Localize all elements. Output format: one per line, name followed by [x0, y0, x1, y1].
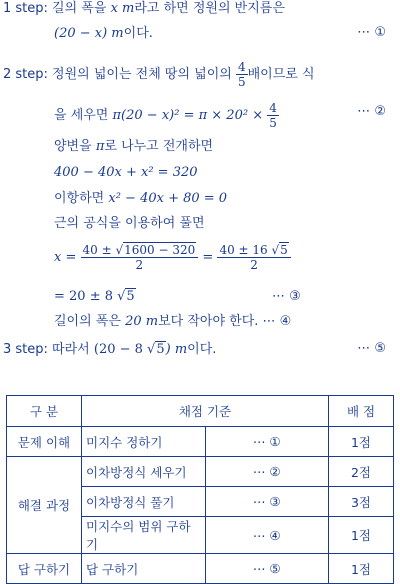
step2-eq-left: π(20 − x)² = π × 20² × [112, 108, 264, 123]
quad-fraction-2: $\frac{40 \pm 16 √5}{2}$ [217, 243, 290, 272]
grading-table [6, 395, 394, 584]
step1-expr: (20 − x) m [54, 26, 124, 41]
header-score: 배 점 [329, 396, 394, 427]
step1-text2: 라고 하면 정원의 반지름은 [134, 1, 285, 16]
step2-label: 2 step: [3, 67, 48, 82]
step2-line-a: 양변을 π로 나누고 전개하면 [54, 139, 214, 154]
step2-text3: 을 세우면 [54, 108, 109, 123]
step2-result-mark: ⋯ ③ [272, 289, 301, 304]
step2-line-b: 이항하면 x² − 40x + 80 = 0 [54, 191, 228, 206]
step2-mark: ⋯ ② [357, 104, 386, 119]
step2-eq-fraction: $\frac{4}{5}$ [269, 101, 277, 130]
table-row: 답 구하기 답 구하기 ⋯ ⑤ 1점 [7, 554, 394, 584]
step1-var: x m [110, 1, 135, 16]
step2-fraction: $\frac{4}{5}$ [237, 60, 246, 89]
step2-text2: 배이므로 식 [247, 67, 315, 82]
step2-line-c: 근의 공식을 이용하여 풀면 [54, 216, 205, 231]
step2-condition: 길이의 폭은 20 m보다 작아야 한다. ⋯ ④ [54, 314, 292, 329]
quadratic-formula: x = $\frac{40 \pm √1600 - 320}{2}$ = $\frac{40 \pm 16 √5}{2}$ [54, 243, 291, 272]
step2-eq3: x² − 40x + 80 = 0 [108, 191, 228, 206]
step1-label: 1 step: [3, 1, 48, 16]
step3-mark: ⋯ ⑤ [357, 341, 386, 356]
step2-line1 [3, 60, 315, 89]
step1-mark: ⋯ ① [357, 25, 386, 40]
step1-text: 길의 폭을 [52, 1, 107, 16]
table-row: 문제 이해 미지수 정하기 ⋯ ① 1점 [7, 427, 394, 457]
quad-fraction-1: $\frac{40 \pm √1600 - 320}{2}$ [81, 243, 199, 272]
step3-line: 3 step: 따라서 (20 − 8 √5) m이다. [3, 342, 217, 357]
header-category: 구 분 [7, 396, 82, 427]
table-header-row [7, 396, 394, 427]
step2-equation [54, 101, 279, 130]
step2-text: 정원의 넓이는 전체 땅의 넓이의 [52, 67, 232, 82]
step2-condition-mark: ⋯ ④ [262, 314, 292, 329]
table-row: 미지수의 범위 구하기 ⋯ ④ 1점 [7, 517, 394, 554]
step1-line2 [54, 25, 153, 43]
step2-eq2: 400 − 40x + x² = 320 [54, 165, 198, 180]
step1-tail: 이다. [123, 26, 153, 41]
table-row: 이차방정식 풀기 ⋯ ③ 3점 [7, 487, 394, 517]
step1-line1 [3, 0, 285, 18]
step2-result: = 20 ± 8 √5 [54, 289, 135, 304]
table-row: 해결 과정 이차방정식 세우기 ⋯ ② 2점 [7, 457, 394, 487]
header-criteria: 채점 기준 [82, 396, 329, 427]
